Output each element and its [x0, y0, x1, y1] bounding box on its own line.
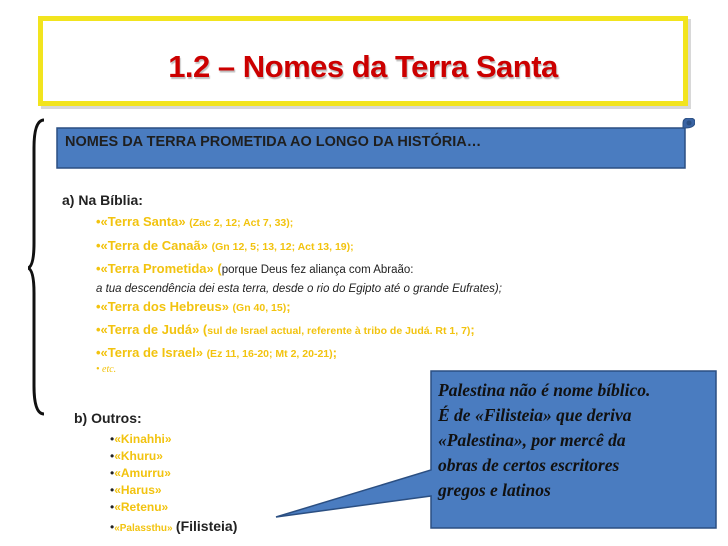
- section-b-heading: b) Outros:: [74, 410, 142, 426]
- list-item: •«Khuru»: [110, 449, 163, 463]
- etc-item: • etc.: [96, 364, 117, 375]
- list-item: •«Terra Santa» (Zac 2, 12; Act 7, 33);: [96, 214, 294, 229]
- list-item: •«Terra de Judá» (sul de Israel actual, referente à tribo de Judá. Rt 1, 7);: [96, 322, 475, 337]
- section-a-heading: a) Na Bíblia:: [62, 192, 143, 208]
- list-item: •«Terra de Canaã» (Gn 12, 5; 13, 12; Act 13, 19);: [96, 238, 354, 253]
- list-item: •«Terra Prometida» (porque Deus fez aliança com Abraão:: [96, 261, 414, 276]
- slide-title: 1.2 – Nomes da Terra Santa: [168, 49, 558, 84]
- list-item: •«Retenu»: [110, 500, 169, 514]
- callout-text: Palestina não é nome bíblico. É de «Filisteia» que deriva «Palestina», por mercê da obras de certos escritores gregos e latinos: [438, 380, 651, 500]
- list-item: •«Terra de Israel» (Ez 11, 16-20; Mt 2, 20-21);: [96, 345, 337, 360]
- list-item: •«Palassthu» (Filisteia): [110, 518, 238, 534]
- quote-line: a tua descendência dei esta terra, desde o rio do Egipto até o grande Eufrates);: [96, 283, 502, 295]
- list-item: •«Kinahhi»: [110, 432, 172, 446]
- banner-text: NOMES DA TERRA PROMETIDA AO LONGO DA HISTÓRIA…: [65, 134, 482, 150]
- list-item: •«Harus»: [110, 483, 162, 497]
- list-item: •«Amurru»: [110, 466, 171, 480]
- list-item: •«Terra dos Hebreus» (Gn 40, 15);: [96, 299, 291, 314]
